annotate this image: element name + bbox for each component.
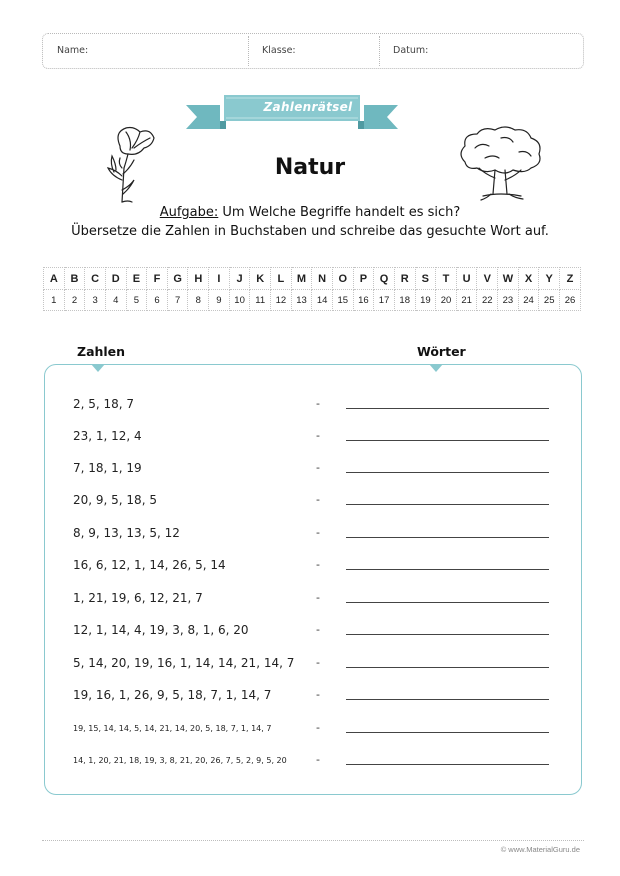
puzzle-dash: - — [316, 558, 320, 571]
pointer-words-icon — [429, 364, 443, 372]
alphabet-letter-cell: D — [105, 268, 126, 290]
answer-line[interactable] — [346, 732, 549, 733]
date-label: Datum: — [393, 45, 429, 56]
alphabet-letter-cell: M — [291, 268, 312, 290]
alphabet-letter-cell: R — [394, 268, 415, 290]
class-label: Klasse: — [262, 45, 296, 56]
task-line-2: Übersetze die Zahlen in Buchstaben und schreibe das gesuchte Wort auf. — [71, 224, 549, 239]
alphabet-numbers-row — [44, 290, 581, 311]
alphabet-number-cell: 8 — [188, 290, 209, 311]
alphabet-number-cell: 23 — [498, 290, 519, 311]
puzzle-dash: - — [316, 721, 320, 734]
puzzle-row — [0, 558, 620, 578]
alphabet-number-cell: 6 — [147, 290, 168, 311]
puzzle-row — [0, 623, 620, 643]
puzzle-numbers: 5, 14, 20, 19, 16, 1, 14, 14, 21, 14, 7 — [73, 656, 295, 670]
alphabet-letters-row — [44, 268, 581, 290]
answer-line[interactable] — [346, 569, 549, 570]
puzzle-row — [0, 526, 620, 546]
answer-line[interactable] — [346, 408, 549, 409]
alphabet-number-cell: 18 — [394, 290, 415, 311]
alphabet-letter-cell: E — [126, 268, 147, 290]
puzzle-dash: - — [316, 429, 320, 442]
alphabet-letter-cell: I — [209, 268, 230, 290]
puzzle-dash: - — [316, 591, 320, 604]
alphabet-letter-cell: Y — [539, 268, 560, 290]
puzzle-row — [0, 429, 620, 449]
alphabet-letter-cell: G — [167, 268, 188, 290]
alphabet-letter-cell: T — [436, 268, 457, 290]
alphabet-letter-cell: C — [85, 268, 106, 290]
column-heading-numbers: Zahlen — [77, 344, 126, 359]
puzzle-dash: - — [316, 461, 320, 474]
alphabet-number-cell: 22 — [477, 290, 498, 311]
header-fields — [42, 33, 584, 69]
puzzle-numbers: 14, 1, 20, 21, 18, 19, 3, 8, 21, 20, 26, 7, 5, 2, 9, 5, 20 — [73, 756, 287, 765]
alphabet-letter-cell: Z — [560, 268, 581, 290]
page-title: Natur — [274, 155, 346, 180]
alphabet-letter-cell: X — [518, 268, 539, 290]
footer-divider — [42, 840, 584, 841]
name-label: Name: — [57, 45, 89, 56]
alphabet-number-cell: 24 — [518, 290, 539, 311]
puzzle-dash: - — [316, 688, 320, 701]
puzzle-numbers: 8, 9, 13, 13, 5, 12 — [73, 526, 180, 540]
puzzle-row — [0, 753, 620, 773]
puzzle-numbers: 23, 1, 12, 4 — [73, 429, 142, 443]
answer-line[interactable] — [346, 504, 549, 505]
puzzle-dash: - — [316, 753, 320, 766]
alphabet-letter-cell: Q — [374, 268, 395, 290]
alphabet-number-cell: 14 — [312, 290, 333, 311]
alphabet-letter-cell: U — [456, 268, 477, 290]
answer-line[interactable] — [346, 667, 549, 668]
puzzle-numbers: 7, 18, 1, 19 — [73, 461, 142, 475]
alphabet-letter-cell: V — [477, 268, 498, 290]
puzzle-numbers: 19, 16, 1, 26, 9, 5, 18, 7, 1, 14, 7 — [73, 688, 272, 702]
puzzle-numbers: 2, 5, 18, 7 — [73, 397, 135, 411]
alphabet-letter-cell: B — [64, 268, 85, 290]
alphabet-number-cell: 3 — [85, 290, 106, 311]
puzzle-numbers: 20, 9, 5, 18, 5 — [73, 493, 157, 507]
puzzle-numbers: 19, 15, 14, 14, 5, 14, 21, 14, 20, 5, 18, 7, 1, 14, 7 — [73, 724, 272, 733]
puzzle-dash: - — [316, 526, 320, 539]
answer-line[interactable] — [346, 472, 549, 473]
alphabet-letter-cell: F — [147, 268, 168, 290]
puzzle-row — [0, 591, 620, 611]
puzzle-dash: - — [316, 623, 320, 636]
alphabet-number-cell: 20 — [436, 290, 457, 311]
header-divider — [248, 36, 249, 66]
puzzle-row — [0, 688, 620, 708]
alphabet-letter-cell: A — [44, 268, 65, 290]
puzzle-numbers: 12, 1, 14, 4, 19, 3, 8, 1, 6, 20 — [73, 623, 249, 637]
alphabet-number-cell: 21 — [456, 290, 477, 311]
task-line-1 — [0, 205, 620, 220]
puzzle-numbers: 1, 21, 19, 6, 12, 21, 7 — [73, 591, 203, 605]
alphabet-number-cell: 10 — [229, 290, 250, 311]
banner-label: Zahlenrätsel — [263, 100, 353, 114]
task-prefix: Aufgabe: — [159, 205, 219, 220]
alphabet-letter-cell: P — [353, 268, 374, 290]
answer-line[interactable] — [346, 699, 549, 700]
alphabet-number-cell: 15 — [332, 290, 353, 311]
alphabet-number-cell: 7 — [167, 290, 188, 311]
alphabet-number-cell: 1 — [44, 290, 65, 311]
puzzle-dash: - — [316, 656, 320, 669]
alphabet-number-cell: 16 — [353, 290, 374, 311]
alphabet-number-cell: 9 — [209, 290, 230, 311]
alphabet-letter-cell: W — [498, 268, 519, 290]
alphabet-number-cell: 5 — [126, 290, 147, 311]
alphabet-letter-cell: K — [250, 268, 271, 290]
puzzle-dash: - — [316, 397, 320, 410]
task-question: Um Welche Begriffe handelt es sich? — [218, 205, 461, 220]
alphabet-number-cell: 4 — [105, 290, 126, 311]
alphabet-letter-cell: L — [271, 268, 292, 290]
alphabet-table — [43, 267, 581, 311]
puzzle-row — [0, 461, 620, 481]
answer-line[interactable] — [346, 602, 549, 603]
puzzle-dash: - — [316, 493, 320, 506]
alphabet-number-cell: 19 — [415, 290, 436, 311]
alphabet-letter-cell: O — [332, 268, 353, 290]
answer-line[interactable] — [346, 440, 549, 441]
alphabet-number-cell: 11 — [250, 290, 271, 311]
puzzle-row — [0, 397, 620, 417]
answer-line[interactable] — [346, 634, 549, 635]
alphabet-letter-cell: H — [188, 268, 209, 290]
alphabet-number-cell: 2 — [64, 290, 85, 311]
column-heading-words: Wörter — [417, 344, 466, 359]
alphabet-letter-cell: N — [312, 268, 333, 290]
answer-line[interactable] — [346, 764, 549, 765]
alphabet-number-cell: 25 — [539, 290, 560, 311]
puzzle-numbers: 16, 6, 12, 1, 14, 26, 5, 14 — [73, 558, 226, 572]
alphabet-letter-cell: S — [415, 268, 436, 290]
alphabet-number-cell: 13 — [291, 290, 312, 311]
puzzle-row — [0, 493, 620, 513]
alphabet-number-cell: 12 — [271, 290, 292, 311]
footer-credit: © www.MaterialGuru.de — [500, 845, 580, 854]
puzzle-row — [0, 656, 620, 676]
alphabet-number-cell: 26 — [560, 290, 581, 311]
header-divider — [379, 36, 380, 66]
alphabet-letter-cell: J — [229, 268, 250, 290]
alphabet-number-cell: 17 — [374, 290, 395, 311]
puzzle-row — [0, 721, 620, 741]
pointer-numbers-icon — [91, 364, 105, 372]
answer-line[interactable] — [346, 537, 549, 538]
